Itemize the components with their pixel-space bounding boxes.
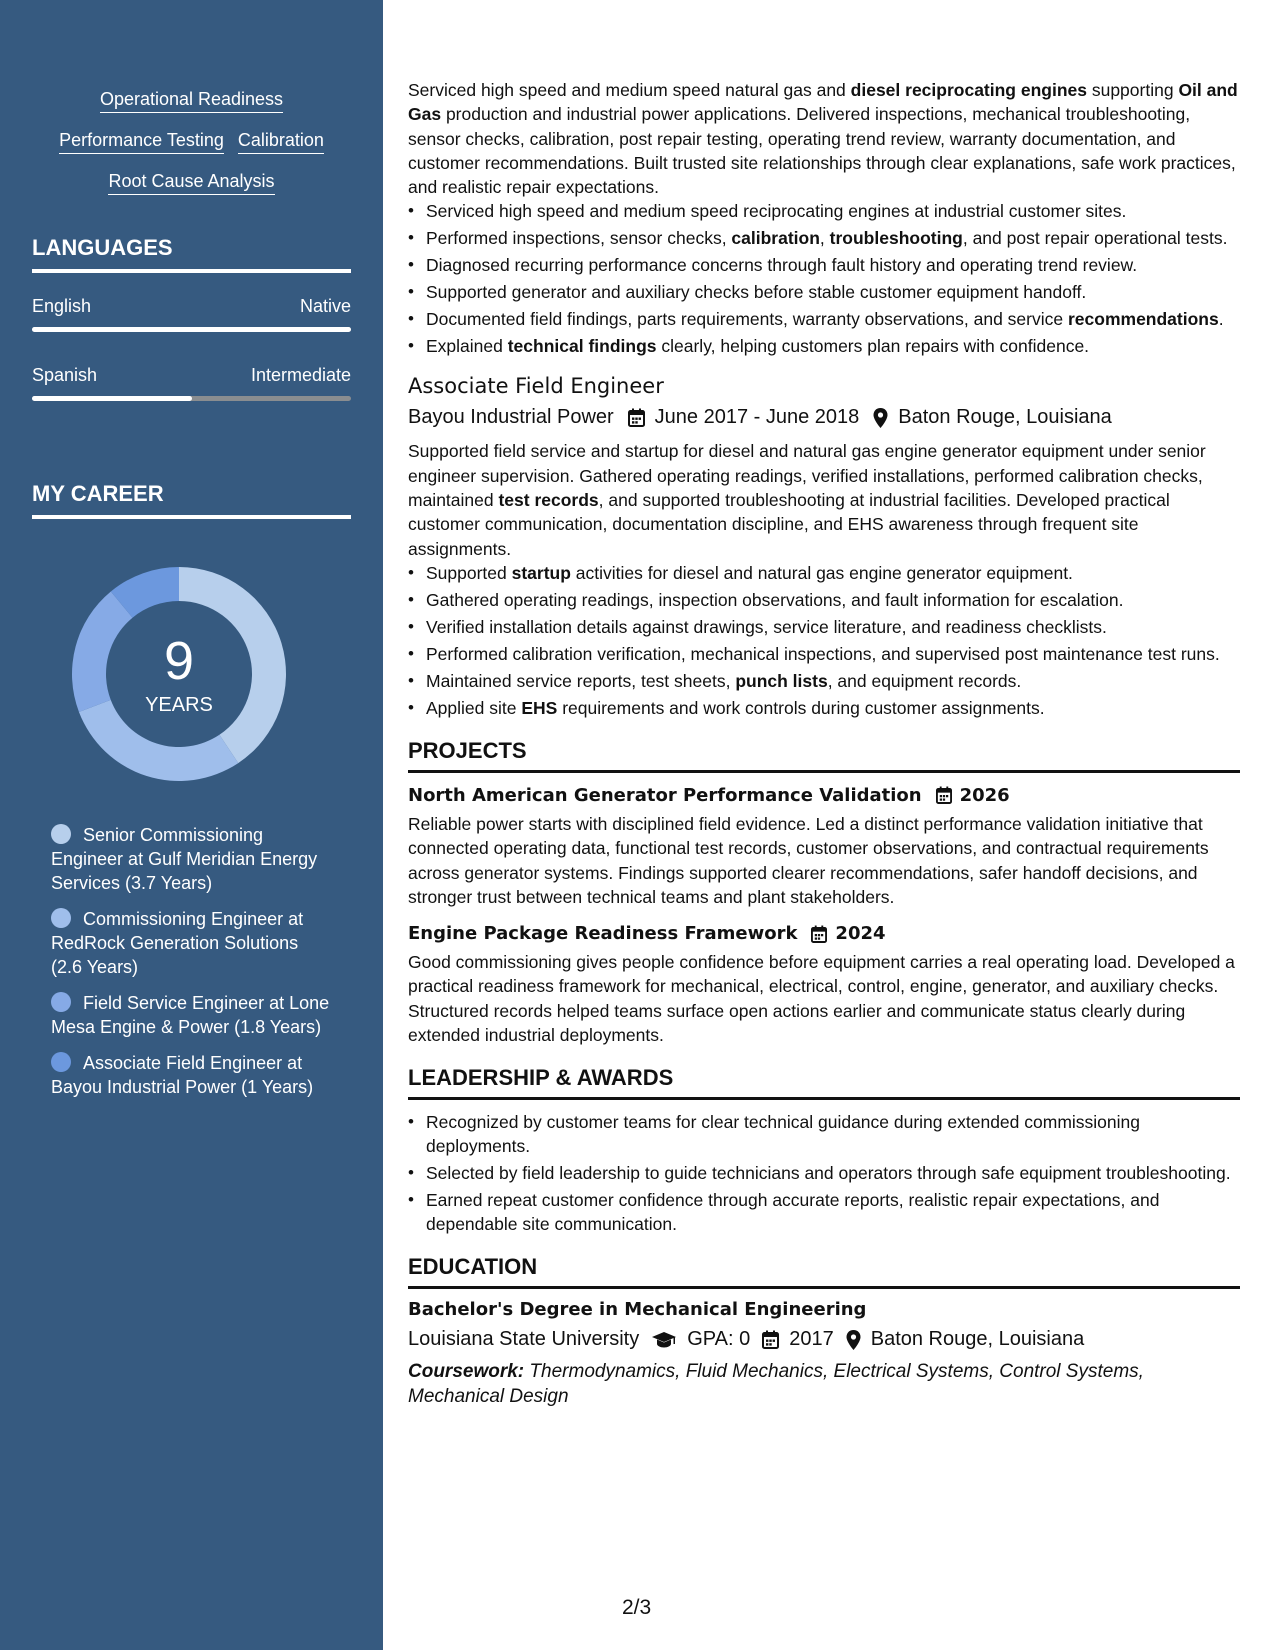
language-level: Native [299, 296, 351, 316]
project-title: Engine Package Readiness Framework [408, 923, 798, 945]
legend-dot [51, 992, 71, 1012]
language-name: English [32, 296, 92, 316]
job-bullet: • Verified installation details against drawings, service literature, and readiness checklists. [426, 615, 1240, 639]
language-item [0, 364, 383, 401]
language-name: Spanish [32, 365, 98, 385]
main-content [408, 78, 1240, 1409]
language-proficiency-bar [32, 396, 351, 401]
job-location: Baton Rouge, Louisiana [898, 406, 1112, 429]
career-years-label: YEARS [145, 693, 213, 716]
job-bullet: • Supported startup activities for diesel and natural gas engine generator equipment. [426, 561, 1240, 585]
coursework-list: Thermodynamics, Fluid Mechanics, Electrical Systems, Control Systems, Mechanical Design [408, 1361, 1144, 1408]
education-gpa: GPA: 0 [687, 1328, 751, 1351]
project-title: North American Generator Performance Validation [408, 784, 922, 806]
language-proficiency-fill [32, 396, 192, 401]
skills-list [0, 88, 383, 195]
job-bullet: • Performed inspections, sensor checks, calibration, troubleshooting, and post repair operational tests. [426, 226, 1240, 250]
project-description: Good commissioning gives people confidence before equipment carries a real operating load. Developed a practical readiness framework for mechanical, electrical, control, engine, generator, and auxiliary checks. Structured records helped teams surface open actions earlier and communicate status clearly during extended industrial deployments. [408, 952, 1235, 1046]
project-year: 2026 [959, 784, 1010, 806]
language-proficiency-bar [32, 327, 351, 332]
career-legend-label: Field Service Engineer at Lone Mesa Engine & Power (1.8 Years) [51, 993, 330, 1037]
languages-heading: LANGUAGES [32, 235, 173, 260]
project-title-row [408, 785, 1240, 806]
job-meta [408, 406, 1240, 429]
career-legend-item [51, 991, 333, 1039]
career-legend-label: Commissioning Engineer at RedRock Generation Solutions (2.6 Years) [51, 909, 304, 977]
job-bullet: • Maintained service reports, test sheets, punch lists, and equipment records. [426, 669, 1240, 693]
career-legend-label: Associate Field Engineer at Bayou Industrial Power (1 Years) [51, 1053, 314, 1097]
calendar-icon [811, 925, 827, 943]
projects-heading: PROJECTS [408, 737, 527, 763]
project-year: 2024 [835, 923, 886, 945]
calendar-icon [628, 408, 645, 427]
language-proficiency-fill [32, 327, 351, 332]
leadership-item: • Recognized by customer teams for clear technical guidance during extended commissioning deployments. [426, 1110, 1240, 1158]
skill-tag: Root Cause Analysis [108, 170, 274, 195]
skill-tag: Calibration [238, 129, 324, 154]
career-heading-rule [32, 515, 351, 519]
job-bullet: • Applied site EHS requirements and work controls during customer assignments. [426, 696, 1240, 720]
leadership-heading: LEADERSHIP & AWARDS [408, 1065, 674, 1091]
page-number: 2/3 [622, 1596, 652, 1619]
project-description: Reliable power starts with disciplined field evidence. Led a distinct performance validation initiative that connected operating data, functional test records, customer observations, and contractual requirements across generator systems. Findings supported clearer recommendations, safer handoff decisions, and stronger trust between technical teams and plant stakeholders. [408, 813, 1209, 907]
graduation-cap-icon [651, 1331, 677, 1349]
job-bullets [408, 561, 1240, 720]
legend-dot [51, 1052, 71, 1072]
projects-heading-rule [408, 770, 1240, 773]
job-bullet: • Serviced high speed and medium speed reciprocating engines at industrial customer sites. [426, 199, 1240, 223]
career-donut-chart [66, 561, 292, 787]
education-heading-rule [408, 1286, 1240, 1289]
calendar-icon [936, 786, 952, 804]
location-pin-icon [846, 1330, 861, 1350]
languages-heading-rule [32, 269, 351, 273]
education-school: Louisiana State University [408, 1328, 640, 1351]
sidebar [0, 0, 383, 1650]
skill-tag: Performance Testing [59, 129, 224, 154]
leadership-item: • Earned repeat customer confidence through accurate reports, realistic repair expectations, and dependable site communication. [426, 1188, 1240, 1236]
job-bullet: • Diagnosed recurring performance concerns through fault history and operating trend review. [426, 253, 1240, 277]
location-pin-icon [873, 408, 888, 428]
job-title: Associate Field Engineer [408, 374, 664, 399]
degree-title: Bachelor's Degree in Mechanical Engineering [408, 1299, 867, 1321]
legend-dot [51, 824, 71, 844]
job-dates: June 2017 - June 2018 [654, 406, 860, 429]
job-bullets [408, 199, 1240, 358]
job-summary: Serviced high speed and medium speed natural gas and diesel reciprocating engines supporting Oil and Gas production and industrial power applications. Delivered inspections, mechanical troubleshooting, sensor checks, calibration, post repair testing, operating trend review, warranty documentation, and customer recommendations. Built trusted site relationships through clear explanations, safe work practices, and realistic repair expectations. [408, 80, 1238, 198]
leadership-item: • Selected by field leadership to guide technicians and operators through safe equipment troubleshooting. [426, 1161, 1240, 1185]
coursework-label: Coursework: [408, 1361, 525, 1383]
career-legend [0, 823, 383, 1099]
career-years-value: 9 [163, 630, 195, 691]
career-legend-item [51, 907, 333, 979]
job-bullet: • Performed calibration verification, mechanical inspections, and supervised post maintenance test runs. [426, 642, 1240, 666]
education-heading: EDUCATION [408, 1254, 538, 1280]
job-summary: Supported field service and startup for diesel and natural gas engine generator equipment under senior engineer supervision. Gathered operating readings, verified installations, performed calibration checks, maintained test records, and supported troubleshooting at industrial facilities. Developed practical customer communication, documentation discipline, and EHS awareness through frequent site assignments. [408, 441, 1206, 559]
education-meta [408, 1328, 1240, 1351]
coursework [408, 1359, 1240, 1409]
leadership-heading-rule [408, 1097, 1240, 1100]
career-heading: MY CAREER [32, 481, 164, 506]
leadership-list [408, 1110, 1240, 1236]
job-bullet: • Documented field findings, parts requirements, warranty observations, and service recommendations. [426, 307, 1240, 331]
language-item [0, 295, 383, 332]
career-legend-item [51, 823, 333, 895]
calendar-icon [762, 1330, 779, 1349]
job-company: Bayou Industrial Power [408, 406, 614, 429]
project-title-row [408, 923, 1240, 944]
language-level: Intermediate [250, 365, 351, 385]
education-location: Baton Rouge, Louisiana [870, 1328, 1085, 1351]
job-bullet: • Explained technical findings clearly, helping customers plan repairs with confidence. [426, 334, 1240, 358]
legend-dot [51, 908, 71, 928]
skill-tag: Operational Readiness [100, 88, 283, 113]
career-legend-item [51, 1051, 333, 1099]
job-bullet: • Gathered operating readings, inspection observations, and fault information for escalation. [426, 588, 1240, 612]
job-bullet: • Supported generator and auxiliary checks before stable customer equipment handoff. [426, 280, 1240, 304]
career-legend-label: Senior Commissioning Engineer at Gulf Meridian Energy Services (3.7 Years) [51, 825, 318, 893]
education-year: 2017 [789, 1328, 834, 1351]
